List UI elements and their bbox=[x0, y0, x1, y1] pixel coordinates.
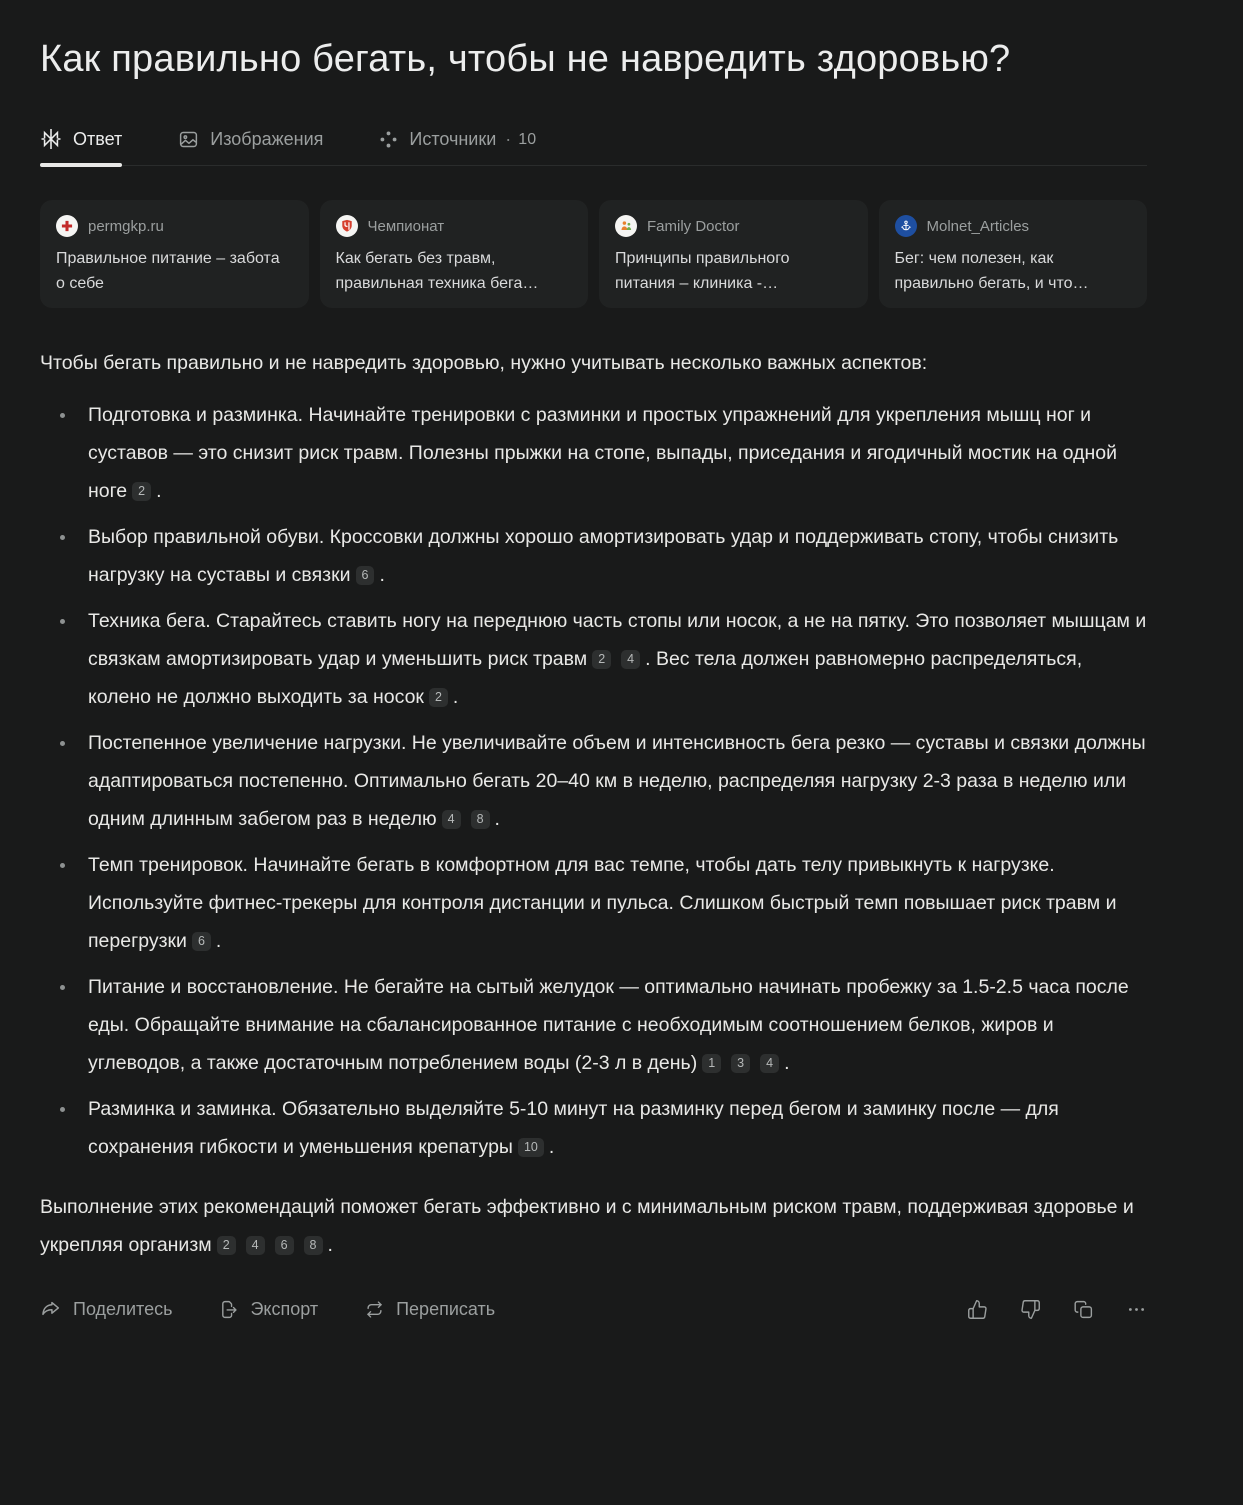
export-button[interactable] bbox=[218, 1299, 318, 1320]
share-button[interactable] bbox=[40, 1298, 172, 1320]
copy-button[interactable] bbox=[1073, 1299, 1094, 1320]
answer-bullet-item bbox=[40, 724, 1147, 838]
bullet-content bbox=[88, 968, 1147, 1082]
source-domain: permgkp.ru bbox=[88, 217, 164, 235]
export-document-icon bbox=[218, 1299, 239, 1320]
bullet-marker bbox=[60, 741, 65, 746]
answer-text: . bbox=[379, 564, 385, 587]
tab-label: Ответ bbox=[73, 128, 123, 149]
answer-text: . bbox=[215, 930, 222, 953]
citation-chip[interactable]: 6 bbox=[192, 932, 211, 951]
answer-bullet-item bbox=[40, 968, 1147, 1082]
championat-shield-favicon bbox=[336, 215, 358, 237]
answer-text: . bbox=[494, 808, 500, 831]
citation-chip[interactable]: 8 bbox=[471, 810, 490, 829]
share-label: Поделитесь bbox=[73, 1298, 173, 1319]
answer-text: Разминка и заминка. Обязательно выделяйте 5-10 минут на разминку перед бегом и заминку после — для сохранения гибкости и уменьшения крепатуры bbox=[88, 1098, 1059, 1159]
perplexity-logo-icon bbox=[40, 128, 62, 150]
citation-chip[interactable]: 10 bbox=[518, 1138, 544, 1157]
source-title: Бег: чем полезен, как правильно бегать, и что… bbox=[894, 250, 1089, 292]
answer-text: Выбор правильной обуви. Кроссовки должны хорошо амортизировать удар и поддерживать стопу, чтобы снизить нагрузку на суставы и связки bbox=[88, 526, 1119, 587]
citation-chip[interactable]: 2 bbox=[217, 1236, 236, 1255]
bullet-content bbox=[88, 518, 1147, 594]
more-options-button[interactable] bbox=[1126, 1299, 1147, 1320]
bullet-marker bbox=[60, 535, 65, 540]
answer-text: . bbox=[156, 480, 162, 503]
citation-chip[interactable]: 2 bbox=[132, 482, 151, 501]
answer-bullet-item bbox=[40, 1090, 1147, 1166]
bullet-marker bbox=[60, 1107, 65, 1112]
citation-chip[interactable]: 4 bbox=[621, 650, 640, 669]
answer-text: Техника бега. Старайтесь ставить ногу на переднюю часть стопы или носок, а не на пятку. Это позволяет мышцам и связкам амортизировать удар и уменьшить риск травм bbox=[88, 610, 1147, 671]
bullet-content bbox=[88, 724, 1147, 838]
source-title: Правильное питание – забота о себе bbox=[56, 250, 280, 292]
citation-chip[interactable]: 2 bbox=[429, 688, 448, 707]
answer-bullet-item bbox=[40, 396, 1147, 510]
citation-chip[interactable]: 4 bbox=[246, 1236, 265, 1255]
bullet-marker bbox=[60, 619, 65, 624]
bullet-marker bbox=[60, 863, 65, 868]
source-card[interactable] bbox=[320, 200, 589, 308]
source-domain: Чемпионат bbox=[367, 217, 445, 235]
source-domain: Molnet_Articles bbox=[926, 217, 1030, 235]
thumbs-up-button[interactable] bbox=[967, 1299, 988, 1320]
red-cross-favicon bbox=[56, 215, 78, 237]
image-icon bbox=[178, 129, 199, 150]
answer-text: . bbox=[327, 1234, 333, 1257]
tab-label: Источники bbox=[409, 129, 497, 150]
source-domain: Family Doctor bbox=[647, 217, 740, 235]
answer-text: . Вес тела должен равномерно распределяться, колено не должно выходить за носок bbox=[88, 648, 1083, 709]
family-doctor-favicon bbox=[615, 215, 637, 237]
citation-chip[interactable]: 6 bbox=[275, 1236, 294, 1255]
answer-text: Выполнение этих рекомендаций поможет бегать эффективно и с минимальным риском травм, поддерживая здоровье и укрепляя организм bbox=[40, 1196, 1134, 1257]
answer-text: . bbox=[452, 686, 459, 709]
answer-text: Питание и восстановление. Не бегайте на сытый желудок — оптимально начинать пробежку за 1.5-2.5 часа после еды. Обращайте внимание на сбалансированное питание с необходимым соотношением белков, жиров и углеводов, а также достаточным потреблением воды (2-3 л в день) bbox=[88, 976, 1129, 1075]
answer-text: . bbox=[548, 1136, 555, 1159]
answer-text: Подготовка и разминка. Начинайте тренировки с разминки и простых упражнений для укрепления мышц ног и суставов — это снизит риск травм. Полезны прыжки на стопе, выпады, приседания и ягодичный мостик на одной ноге bbox=[88, 404, 1117, 503]
bullet-content bbox=[88, 1090, 1147, 1166]
rewrite-cycle-icon bbox=[364, 1299, 385, 1320]
count-separator: · bbox=[505, 129, 512, 150]
source-card[interactable] bbox=[40, 200, 309, 308]
rewrite-label: Переписать bbox=[396, 1298, 496, 1319]
copy-icon bbox=[1073, 1299, 1094, 1320]
source-title: Как бегать без травм, правильная техника бега… bbox=[335, 250, 539, 292]
thumbs-down-button[interactable] bbox=[1020, 1299, 1041, 1320]
page-title: Как правильно бегать, чтобы не навредить здоровью? bbox=[40, 38, 1011, 80]
more-dots-icon bbox=[1126, 1299, 1147, 1320]
tab-bar bbox=[40, 128, 1147, 166]
bullet-marker bbox=[60, 413, 65, 418]
answer-closing bbox=[40, 1188, 1147, 1264]
bullet-content bbox=[88, 846, 1147, 960]
tab-sources[interactable] bbox=[379, 129, 536, 165]
answer-text: Темп тренировок. Начинайте бегать в комфортном для вас темпе, чтобы дать телу привыкнуть к нагрузке. Используйте фитнес-трекеры для контроля дистанции и пульса. Слишком быстрый темп повышает риск травм и перегрузки bbox=[88, 854, 1117, 953]
anchor-favicon bbox=[895, 215, 917, 237]
citation-chip[interactable]: 8 bbox=[304, 1236, 323, 1255]
answer-bullet-list bbox=[40, 396, 1147, 1166]
export-label: Экспорт bbox=[250, 1298, 319, 1319]
sources-count: 10 bbox=[518, 130, 537, 148]
citation-chip[interactable]: 4 bbox=[760, 1054, 779, 1073]
tab-answer[interactable] bbox=[40, 128, 122, 165]
answer-intro: Чтобы бегать правильно и не навредить здоровью, нужно учитывать несколько важных аспектов: bbox=[40, 352, 928, 375]
answer-bullet-item bbox=[40, 846, 1147, 960]
thumbs-down-icon bbox=[1020, 1299, 1041, 1320]
bullet-content bbox=[88, 396, 1147, 510]
thumbs-up-icon bbox=[967, 1299, 988, 1320]
answer-text: Постепенное увеличение нагрузки. Не увеличивайте объем и интенсивность бега резко — суставы и связки должны адаптироваться постепенно. Оптимально бегать 20–40 км в неделю, распределяя нагрузку 2-3 раза в неделю или одним длинным забегом раз в неделю bbox=[88, 732, 1146, 831]
source-card[interactable] bbox=[879, 200, 1148, 308]
rewrite-button[interactable] bbox=[364, 1299, 495, 1320]
source-title: Принципы правильного питания – клиника -… bbox=[615, 250, 790, 292]
citation-chip[interactable]: 4 bbox=[442, 810, 461, 829]
citation-chip[interactable]: 6 bbox=[356, 566, 375, 585]
sources-dots-icon bbox=[379, 130, 398, 149]
citation-chip[interactable]: 3 bbox=[731, 1054, 750, 1073]
citation-chip[interactable]: 2 bbox=[592, 650, 611, 669]
answer-text: . bbox=[784, 1052, 790, 1075]
bullet-content bbox=[88, 602, 1147, 716]
share-arrow-icon bbox=[40, 1298, 62, 1320]
tab-label: Изображения bbox=[210, 129, 324, 150]
source-card-row bbox=[40, 200, 1147, 308]
citation-chip[interactable]: 1 bbox=[702, 1054, 721, 1073]
bullet-marker bbox=[60, 985, 65, 990]
answer-bullet-item bbox=[40, 518, 1147, 594]
answer-bullet-item bbox=[40, 602, 1147, 716]
source-card[interactable] bbox=[599, 200, 868, 308]
tab-images[interactable] bbox=[178, 129, 323, 165]
answer-action-bar bbox=[40, 1298, 1147, 1320]
